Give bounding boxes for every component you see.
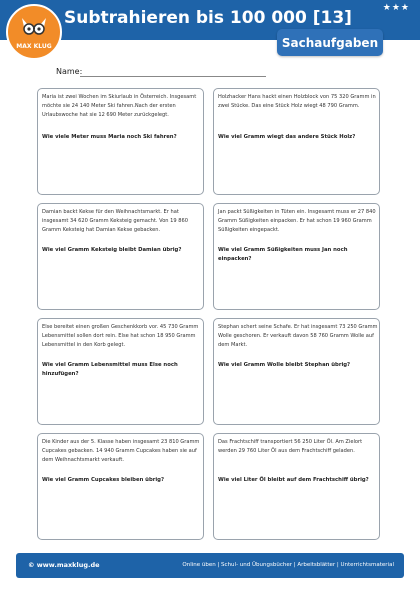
task-text: Die Kinder aus der 5. Klasse haben insgesamt 23 810 Gramm Cupcakes gebacken. 14 940 Gramm Cupcakes haben sie auf dem Weihnachtsmarkt verkauft. — [42, 439, 200, 463]
task-text: Stephan schert seine Schafe. Er hat insgesamt 73 250 Gramm Wolle geschoren. Er verkauft davon 58 760 Gramm Wolle auf dem Markt. — [218, 324, 378, 348]
task-question: Wie viel Gramm Lebensmittel muss Else noch hinzufügen? — [42, 362, 178, 377]
task-text: Holzhacker Hans hackt einen Holzblock von 75 320 Gramm in zwei Stücke. Das eine Stück Holz wiegt 48 790 Gramm. — [218, 94, 376, 109]
footer-links[interactable]: Online üben | Schul- und Übungsbücher | Arbeitsblätter | Unterrichtsmaterial — [182, 562, 394, 568]
fox-face-icon — [20, 16, 48, 38]
name-label: Name: — [56, 67, 83, 76]
task-text: Das Frachtschiff transportiert 56 250 Liter Öl. Am Zielort werden 29 760 Liter Öl aus dem Frachtschiff geladen. — [218, 439, 363, 454]
task-card-5 — [37, 318, 204, 425]
max-klug-logo — [6, 4, 62, 60]
task-question: Wie viele Meter muss Maria noch Ski fahren? — [42, 134, 177, 140]
task-card-1 — [37, 88, 204, 195]
task-card-2 — [213, 88, 380, 195]
task-text: Maria ist zwei Wochen im Skiurlaub in Österreich. Insgesamt möchte sie 24 140 Meter Ski fahren.Nach der ersten Urlaubswoche hat sie 12 690 Meter zurückgelegt. — [42, 94, 197, 118]
task-question: Wie viel Gramm Cupcakes bleiben übrig? — [42, 477, 165, 483]
page-title: Subtrahieren bis 100 000 [13] — [64, 8, 352, 28]
task-card-6 — [213, 318, 380, 425]
name-input-line[interactable] — [80, 76, 266, 77]
difficulty-stars: ★★★ — [382, 3, 410, 13]
category-badge: Sachaufgaben — [277, 29, 383, 56]
task-text: Damian backt Kekse für den Weihnachtsmarkt. Er hat insgesamt 34 620 Gramm Keksteig gemacht. Von 19 860 Gramm Keksteig hat Damian Kekse gebacken. — [42, 209, 188, 233]
task-question: Wie viel Gramm wiegt das andere Stück Holz? — [218, 134, 356, 140]
task-text: Jan packt Süßigkeiten in Tüten ein. Insgesamt muss er 27 840 Gramm Süßigkeiten einpacken. Er hat schon 19 960 Gramm Süßigkeiten eingepackt. — [218, 209, 376, 233]
footer-bar — [16, 553, 404, 578]
footer-site-link[interactable]: © www.maxklug.de — [28, 561, 100, 569]
logo-text: MAX KLUG — [16, 43, 52, 50]
task-question: Wie viel Liter Öl bleibt auf dem Frachtschiff übrig? — [218, 477, 369, 483]
task-question: Wie viel Gramm Süßigkeiten muss Jan noch einpacken? — [218, 247, 348, 262]
task-card-8 — [213, 433, 380, 540]
task-question: Wie viel Gramm Keksteig bleibt Damian übrig? — [42, 247, 182, 253]
task-card-4 — [213, 203, 380, 310]
task-question: Wie viel Gramm Wolle bleibt Stephan übrig? — [218, 362, 351, 368]
task-text: Else bereitet einen großen Geschenkkorb vor. 45 730 Gramm Lebensmittel sollen dort rein. Else hat schon 18 950 Gramm Lebensmittel in den Korb gelegt. — [42, 324, 199, 348]
task-card-3 — [37, 203, 204, 310]
task-card-7 — [37, 433, 204, 540]
